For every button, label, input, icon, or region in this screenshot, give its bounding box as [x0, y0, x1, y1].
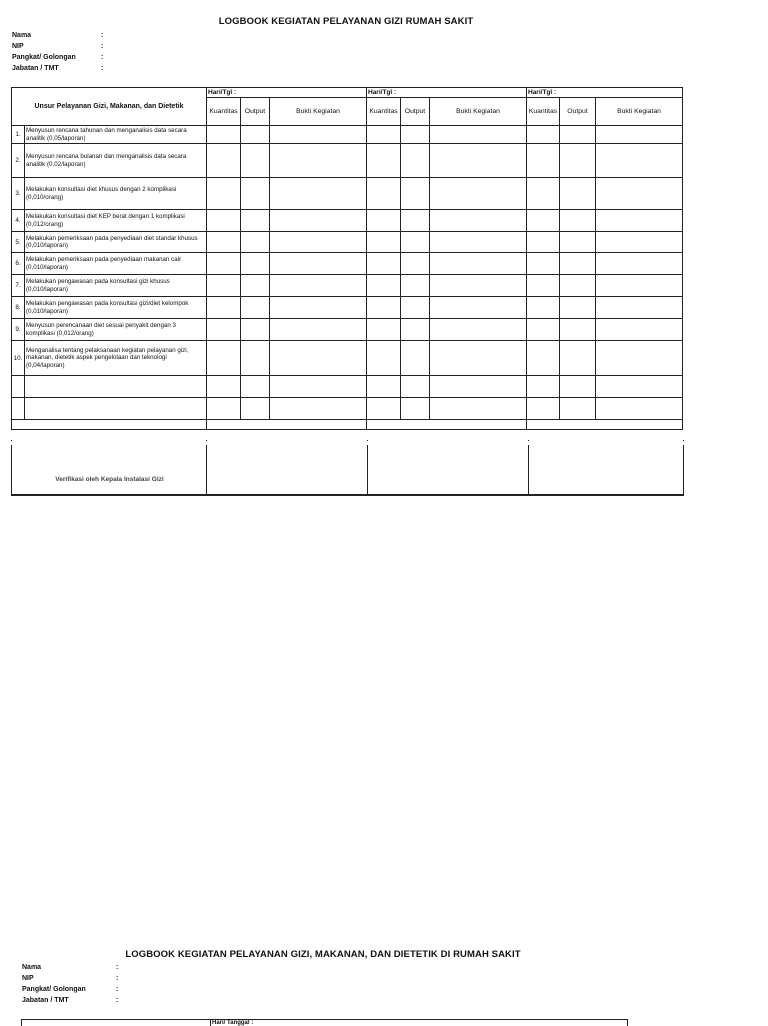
- bukti-kegiatan-cell[interactable]: [596, 376, 683, 398]
- bukti-kegiatan-cell[interactable]: [596, 341, 683, 376]
- kuantitas-cell[interactable]: [207, 275, 241, 297]
- activity-description: Melakukan pemeriksaan pada penyediaan diet standar khusus (0,010/laporan): [25, 232, 207, 253]
- table-row: [12, 297, 683, 319]
- output-cell[interactable]: [560, 253, 596, 275]
- table-row: [12, 210, 683, 232]
- output-cell[interactable]: [401, 210, 430, 232]
- identity-row-nama: [22, 962, 126, 973]
- table-row: [12, 232, 683, 253]
- row-number: 6.: [12, 253, 25, 275]
- kuantitas-cell[interactable]: [207, 376, 241, 398]
- row-number: 9.: [12, 319, 25, 341]
- table-row: [12, 341, 683, 376]
- kuantitas-cell[interactable]: [527, 232, 560, 253]
- kuantitas-header: Kuantitas: [367, 98, 401, 126]
- kuantitas-cell[interactable]: [207, 144, 241, 178]
- kuantitas-cell[interactable]: [367, 178, 401, 210]
- bukti-kegiatan-cell[interactable]: [270, 319, 367, 341]
- output-cell[interactable]: [241, 178, 270, 210]
- column-divider: [528, 440, 529, 494]
- output-cell[interactable]: [401, 319, 430, 341]
- kuantitas-cell[interactable]: [367, 275, 401, 297]
- activity-description: [25, 398, 207, 420]
- output-cell[interactable]: [560, 297, 596, 319]
- output-cell[interactable]: [401, 178, 430, 210]
- identity-row-nama: [12, 30, 111, 41]
- identity-colon: :: [116, 986, 119, 993]
- identity-label: Nama: [12, 32, 32, 39]
- output-cell[interactable]: [241, 232, 270, 253]
- bukti-kegiatan-cell[interactable]: [270, 398, 367, 420]
- identity-colon: :: [101, 32, 104, 39]
- output-cell[interactable]: [560, 178, 596, 210]
- identity-block: [12, 30, 111, 74]
- page-cut: [0, 441, 768, 445]
- activity-description: Melakukan konsultasi diet khusus dengan 2 komplikasi (0,010/orang): [25, 178, 207, 210]
- bukti-kegiatan-header: Bukti Kegiatan: [430, 98, 527, 126]
- activity-description: Melakukan pemeriksaan pada penyediaan makanan cair (0,010/laporan): [25, 253, 207, 275]
- bukti-kegiatan-cell[interactable]: [596, 398, 683, 420]
- output-header: Output: [241, 98, 270, 126]
- bukti-kegiatan-cell[interactable]: [596, 210, 683, 232]
- row-number: [12, 376, 25, 398]
- bukti-kegiatan-header: Bukti Kegiatan: [270, 98, 367, 126]
- hari-tgl-header[interactable]: Hari/Tgl :: [527, 88, 683, 98]
- output-cell[interactable]: [401, 275, 430, 297]
- output-header: Output: [560, 98, 596, 126]
- output-cell[interactable]: [241, 126, 270, 144]
- bukti-kegiatan-cell[interactable]: [270, 178, 367, 210]
- bukti-kegiatan-cell[interactable]: [596, 144, 683, 178]
- identity-label: Pangkat/ Golongan: [22, 986, 86, 993]
- bukti-kegiatan-cell[interactable]: [270, 341, 367, 376]
- output-cell[interactable]: [560, 398, 596, 420]
- identity-colon: :: [101, 65, 104, 72]
- bukti-kegiatan-cell[interactable]: [270, 144, 367, 178]
- table-row: [12, 398, 683, 420]
- row-number: 7.: [12, 275, 25, 297]
- bukti-kegiatan-cell[interactable]: [270, 253, 367, 275]
- activity-description: Menyusun rencana bulanan dan menganalisis data secara analitik (0,02/laporan): [25, 144, 207, 178]
- identity-row-pangkat: [22, 984, 126, 995]
- output-cell[interactable]: [560, 232, 596, 253]
- identity-colon: :: [101, 43, 104, 50]
- column-divider: [367, 440, 368, 494]
- bukti-kegiatan-cell[interactable]: [270, 275, 367, 297]
- output-cell[interactable]: [401, 376, 430, 398]
- kuantitas-cell[interactable]: [207, 253, 241, 275]
- page2-identity-block: [22, 962, 126, 1006]
- bukti-kegiatan-cell[interactable]: [430, 126, 527, 144]
- page-title: LOGBOOK KEGIATAN PELAYANAN GIZI RUMAH SAKIT: [218, 16, 474, 27]
- output-cell[interactable]: [401, 398, 430, 420]
- output-cell[interactable]: [241, 210, 270, 232]
- kuantitas-cell[interactable]: [527, 178, 560, 210]
- kuantitas-cell[interactable]: [367, 341, 401, 376]
- bukti-kegiatan-cell[interactable]: [596, 297, 683, 319]
- output-cell[interactable]: [241, 275, 270, 297]
- output-cell[interactable]: [560, 126, 596, 144]
- bukti-kegiatan-cell[interactable]: [430, 319, 527, 341]
- kuantitas-cell[interactable]: [527, 210, 560, 232]
- identity-colon: :: [116, 997, 119, 1004]
- row-number: 5.: [12, 232, 25, 253]
- table-row: [12, 126, 683, 144]
- row-number: 8.: [12, 297, 25, 319]
- row-number: 1.: [12, 126, 25, 144]
- kuantitas-cell[interactable]: [527, 376, 560, 398]
- output-cell[interactable]: [401, 341, 430, 376]
- bukti-kegiatan-cell[interactable]: [270, 210, 367, 232]
- kuantitas-cell[interactable]: [207, 341, 241, 376]
- output-cell[interactable]: [401, 232, 430, 253]
- identity-label: NIP: [12, 43, 24, 50]
- output-header: Output: [401, 98, 430, 126]
- verification-label: Verifikasi oleh Kepala Instalasi Gizi: [55, 476, 164, 483]
- output-cell[interactable]: [241, 144, 270, 178]
- identity-row-jabatan: [22, 995, 126, 1006]
- kuantitas-cell[interactable]: [207, 178, 241, 210]
- identity-row-nip: [22, 973, 126, 984]
- output-cell[interactable]: [560, 376, 596, 398]
- kuantitas-cell[interactable]: [367, 376, 401, 398]
- page2-table-top: [21, 1019, 628, 1026]
- bukti-kegiatan-cell[interactable]: [596, 319, 683, 341]
- identity-row-pangkat: [12, 52, 111, 63]
- kuantitas-cell[interactable]: [527, 144, 560, 178]
- row-number: 2.: [12, 144, 25, 178]
- kuantitas-cell[interactable]: [527, 341, 560, 376]
- bukti-kegiatan-cell[interactable]: [596, 232, 683, 253]
- row-number: 3.: [12, 178, 25, 210]
- identity-label: Pangkat/ Golongan: [12, 54, 76, 61]
- kuantitas-cell[interactable]: [367, 297, 401, 319]
- kuantitas-cell[interactable]: [527, 319, 560, 341]
- output-cell[interactable]: [401, 144, 430, 178]
- bukti-kegiatan-cell[interactable]: [430, 398, 527, 420]
- kuantitas-cell[interactable]: [527, 126, 560, 144]
- identity-label: Jabatan / TMT: [22, 997, 69, 1004]
- bukti-kegiatan-cell[interactable]: [596, 253, 683, 275]
- bukti-kegiatan-cell[interactable]: [430, 144, 527, 178]
- kuantitas-header: Kuantitas: [207, 98, 241, 126]
- output-cell[interactable]: [241, 398, 270, 420]
- column-divider: [206, 440, 207, 494]
- bukti-kegiatan-cell[interactable]: [430, 341, 527, 376]
- bukti-kegiatan-cell[interactable]: [430, 210, 527, 232]
- hari-tgl-header[interactable]: Hari/Tgl :: [207, 88, 367, 98]
- identity-row-nip: [12, 41, 111, 52]
- table-row: [12, 275, 683, 297]
- output-cell[interactable]: [560, 144, 596, 178]
- kuantitas-cell[interactable]: [367, 253, 401, 275]
- bukti-kegiatan-header: Bukti Kegiatan: [596, 98, 683, 126]
- identity-colon: :: [101, 54, 104, 61]
- kuantitas-cell[interactable]: [367, 319, 401, 341]
- bukti-kegiatan-cell[interactable]: [270, 297, 367, 319]
- bukti-kegiatan-cell[interactable]: [270, 126, 367, 144]
- output-cell[interactable]: [401, 297, 430, 319]
- identity-label: Nama: [22, 964, 42, 971]
- activity-description: Melakukan konsultasi diet KEP berat dengan 1 komplikasi (0,012/orang): [25, 210, 207, 232]
- table-row: [12, 178, 683, 210]
- identity-label: NIP: [22, 975, 34, 982]
- table-row: [12, 144, 683, 178]
- output-cell[interactable]: [401, 126, 430, 144]
- verification-signature-cell[interactable]: [367, 420, 527, 430]
- output-cell[interactable]: [560, 275, 596, 297]
- output-cell[interactable]: [560, 319, 596, 341]
- bukti-kegiatan-cell[interactable]: [430, 297, 527, 319]
- activity-description: Melakukan pengawasan pada konsultasi gizi khusus (0,010/laporan): [25, 275, 207, 297]
- kuantitas-cell[interactable]: [207, 319, 241, 341]
- bukti-kegiatan-cell[interactable]: [596, 178, 683, 210]
- logbook-table: [11, 87, 683, 430]
- kuantitas-cell[interactable]: [207, 126, 241, 144]
- output-cell[interactable]: [401, 253, 430, 275]
- identity-label: Jabatan / TMT: [12, 65, 59, 72]
- bukti-kegiatan-cell[interactable]: [430, 253, 527, 275]
- identity-row-jabatan: [12, 63, 111, 74]
- kuantitas-cell[interactable]: [527, 253, 560, 275]
- verification-cell: [12, 420, 207, 430]
- output-cell[interactable]: [241, 319, 270, 341]
- table-row: [12, 319, 683, 341]
- bukti-kegiatan-cell[interactable]: [430, 232, 527, 253]
- table-row: [12, 376, 683, 398]
- kuantitas-cell[interactable]: [527, 398, 560, 420]
- kuantitas-cell[interactable]: [367, 398, 401, 420]
- hari-tgl-header[interactable]: Hari/Tgl :: [367, 88, 527, 98]
- activity-description: Menyusun perencanaan diet sesuai penyakit dengan 3 komplikasi (0,012/orang): [25, 319, 207, 341]
- row-number: [12, 398, 25, 420]
- verification-signature-cell[interactable]: [527, 420, 683, 430]
- activity-rows: [12, 126, 683, 420]
- unsur-header: Unsur Pelayanan Gizi, Makanan, dan Dietetik: [12, 88, 207, 126]
- kuantitas-cell[interactable]: [367, 126, 401, 144]
- output-cell[interactable]: [560, 341, 596, 376]
- kuantitas-cell[interactable]: [367, 232, 401, 253]
- activity-description: Melakukan pengawasan pada konsultasi gizi/diet kelompok (0,010/laporan): [25, 297, 207, 319]
- bukti-kegiatan-cell[interactable]: [270, 376, 367, 398]
- page2-title: LOGBOOK KEGIATAN PELAYANAN GIZI, MAKANAN, DAN DIETETIK DI RUMAH SAKIT: [125, 949, 521, 960]
- activity-description: [25, 376, 207, 398]
- bukti-kegiatan-cell[interactable]: [430, 376, 527, 398]
- identity-colon: :: [116, 964, 119, 971]
- output-cell[interactable]: [560, 210, 596, 232]
- kuantitas-cell[interactable]: [207, 398, 241, 420]
- kuantitas-cell[interactable]: [527, 275, 560, 297]
- bukti-kegiatan-cell[interactable]: [430, 275, 527, 297]
- row-number: 10.: [12, 341, 25, 376]
- verification-signature-cell[interactable]: [207, 420, 367, 430]
- activity-description: Menganalisa tentang pelaksanaan kegiatan pelayanan gizi, makanan, dietetik aspek pengelolaan dan teknologi (0,04/laporan): [25, 341, 207, 376]
- kuantitas-header: Kuantitas: [527, 98, 560, 126]
- verification-strip: [11, 440, 684, 496]
- bukti-kegiatan-cell[interactable]: [596, 275, 683, 297]
- kuantitas-cell[interactable]: [207, 232, 241, 253]
- output-cell[interactable]: [241, 376, 270, 398]
- output-cell[interactable]: [241, 297, 270, 319]
- column-divider: [210, 1020, 211, 1026]
- table-row: [12, 253, 683, 275]
- page2-hari-tanggal: Hari/ Tanggal :: [212, 1020, 254, 1026]
- activity-description: Menyusun rencana tahunan dan menganalisis data secara analitik (0,05/laporan): [25, 126, 207, 144]
- output-cell[interactable]: [241, 341, 270, 376]
- bukti-kegiatan-cell[interactable]: [270, 232, 367, 253]
- kuantitas-cell[interactable]: [367, 144, 401, 178]
- output-cell[interactable]: [241, 253, 270, 275]
- kuantitas-cell[interactable]: [527, 297, 560, 319]
- identity-colon: :: [116, 975, 119, 982]
- bukti-kegiatan-cell[interactable]: [430, 178, 527, 210]
- kuantitas-cell[interactable]: [207, 297, 241, 319]
- kuantitas-cell[interactable]: [367, 210, 401, 232]
- row-number: 4.: [12, 210, 25, 232]
- kuantitas-cell[interactable]: [207, 210, 241, 232]
- bukti-kegiatan-cell[interactable]: [596, 126, 683, 144]
